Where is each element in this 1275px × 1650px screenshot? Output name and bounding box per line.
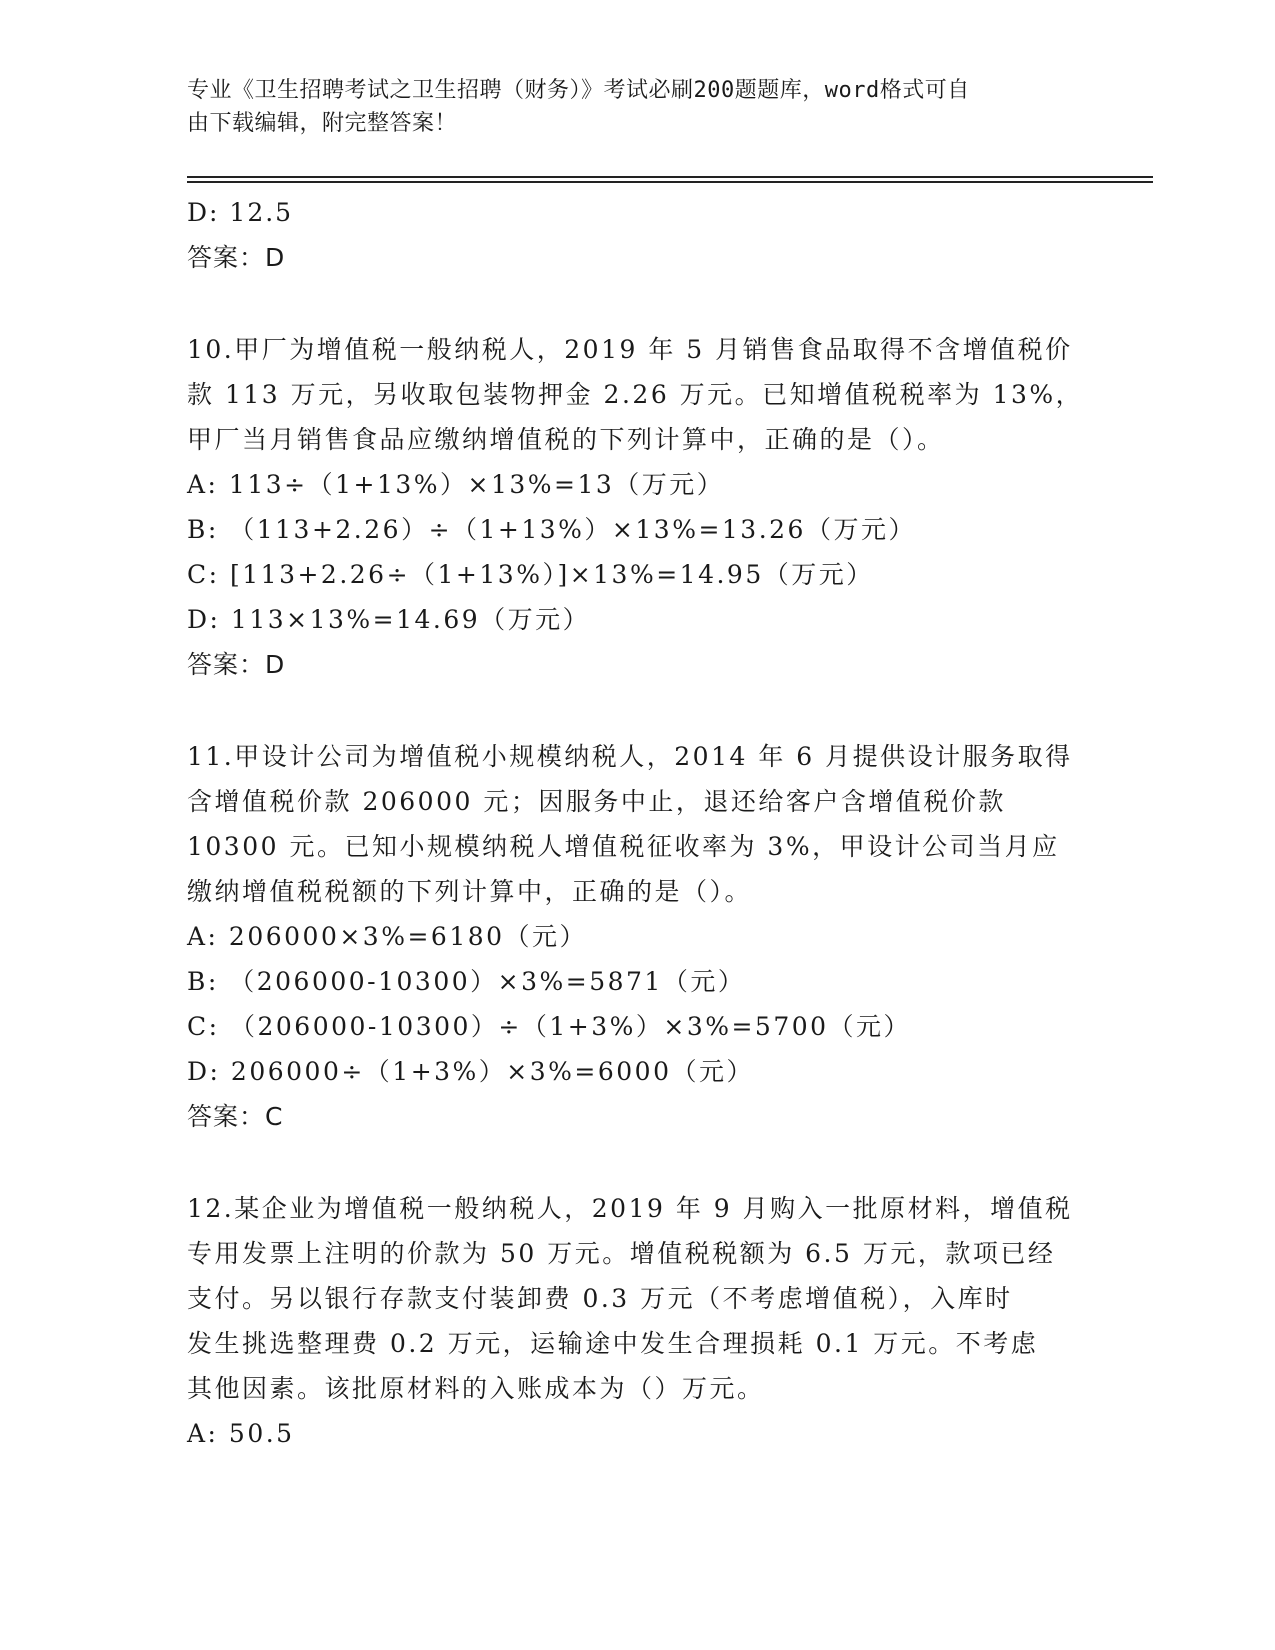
header-divider-bottom — [187, 181, 1153, 183]
question-text: 含增值税价款 206000 元；因服务中止，退还给客户含增值税价款 — [187, 787, 1006, 816]
question-text: 专用发票上注明的价款为 50 万元。增值税税额为 6.5 万元，款项已经 — [187, 1239, 1056, 1268]
option-a: A: 50.5 — [187, 1419, 295, 1448]
option-a: A: 113÷（1+13%）×13%=13（万元） — [187, 470, 725, 499]
question-text: 甲厂当月销售食品应缴纳增值税的下列计算中，正确的是（）。 — [187, 425, 945, 454]
option-b: B: （206000-10300）×3%=5871（元） — [187, 967, 746, 996]
question-text: 支付。另以银行存款支付装卸费 0.3 万元（不考虑增值税），入库时 — [187, 1284, 1013, 1313]
option-b: B: （113+2.26）÷（1+13%）×13%=13.26（万元） — [187, 515, 916, 544]
question-10 — [187, 327, 1087, 687]
question-text: 款 113 万元，另收取包装物押金 2.26 万元。已知增值税税率为 13%， — [187, 380, 1084, 409]
option-d: D: 206000÷（1+3%）×3%=6000（元） — [187, 1057, 754, 1086]
option-d: D: 12.5 — [187, 198, 294, 227]
spacer — [187, 280, 1087, 327]
question-11 — [187, 734, 1087, 1139]
header-line-2: 由下载编辑，附完整答案！ — [187, 111, 458, 136]
option-c: C: [113+2.26÷（1+13%）]×13%=14.95（万元） — [187, 560, 874, 589]
question-text: 缴纳增值税税额的下列计算中，正确的是（）。 — [187, 877, 753, 906]
question-text: 10.甲厂为增值税一般纳税人，2019 年 5 月销售食品取得不含增值税价 — [187, 335, 1073, 364]
option-a: A: 206000×3%=6180（元） — [187, 922, 588, 951]
spacer — [187, 1139, 1087, 1186]
question-12 — [187, 1186, 1087, 1456]
question-text: 10300 元。已知小规模纳税人增值税征收率为 3%，甲设计公司当月应 — [187, 832, 1060, 861]
header-line-1: 专业《卫生招聘考试之卫生招聘（财务）》考试必刷200题题库，word格式可自 — [187, 78, 970, 103]
header-divider-top — [187, 176, 1153, 178]
answer-line: 答案：C — [187, 1102, 284, 1131]
question-text: 11.甲设计公司为增值税小规模纳税人，2014 年 6 月提供设计服务取得 — [187, 742, 1073, 771]
spacer — [187, 687, 1087, 734]
answer-line: 答案：D — [187, 650, 286, 679]
question-text: 其他因素。该批原材料的入账成本为（）万元。 — [187, 1374, 765, 1403]
question-text: 发生挑选整理费 0.2 万元，运输途中发生合理损耗 0.1 万元。不考虑 — [187, 1329, 1039, 1358]
answer-line: 答案：D — [187, 243, 286, 272]
document-body — [187, 190, 1087, 1456]
previous-question-tail — [187, 190, 1087, 280]
question-text: 12.某企业为增值税一般纳税人，2019 年 9 月购入一批原材料，增值税 — [187, 1194, 1073, 1223]
option-c: C: （206000-10300）÷（1+3%）×3%=5700（元） — [187, 1012, 912, 1041]
document-header — [187, 74, 1067, 140]
option-d: D: 113×13%=14.69（万元） — [187, 605, 591, 634]
